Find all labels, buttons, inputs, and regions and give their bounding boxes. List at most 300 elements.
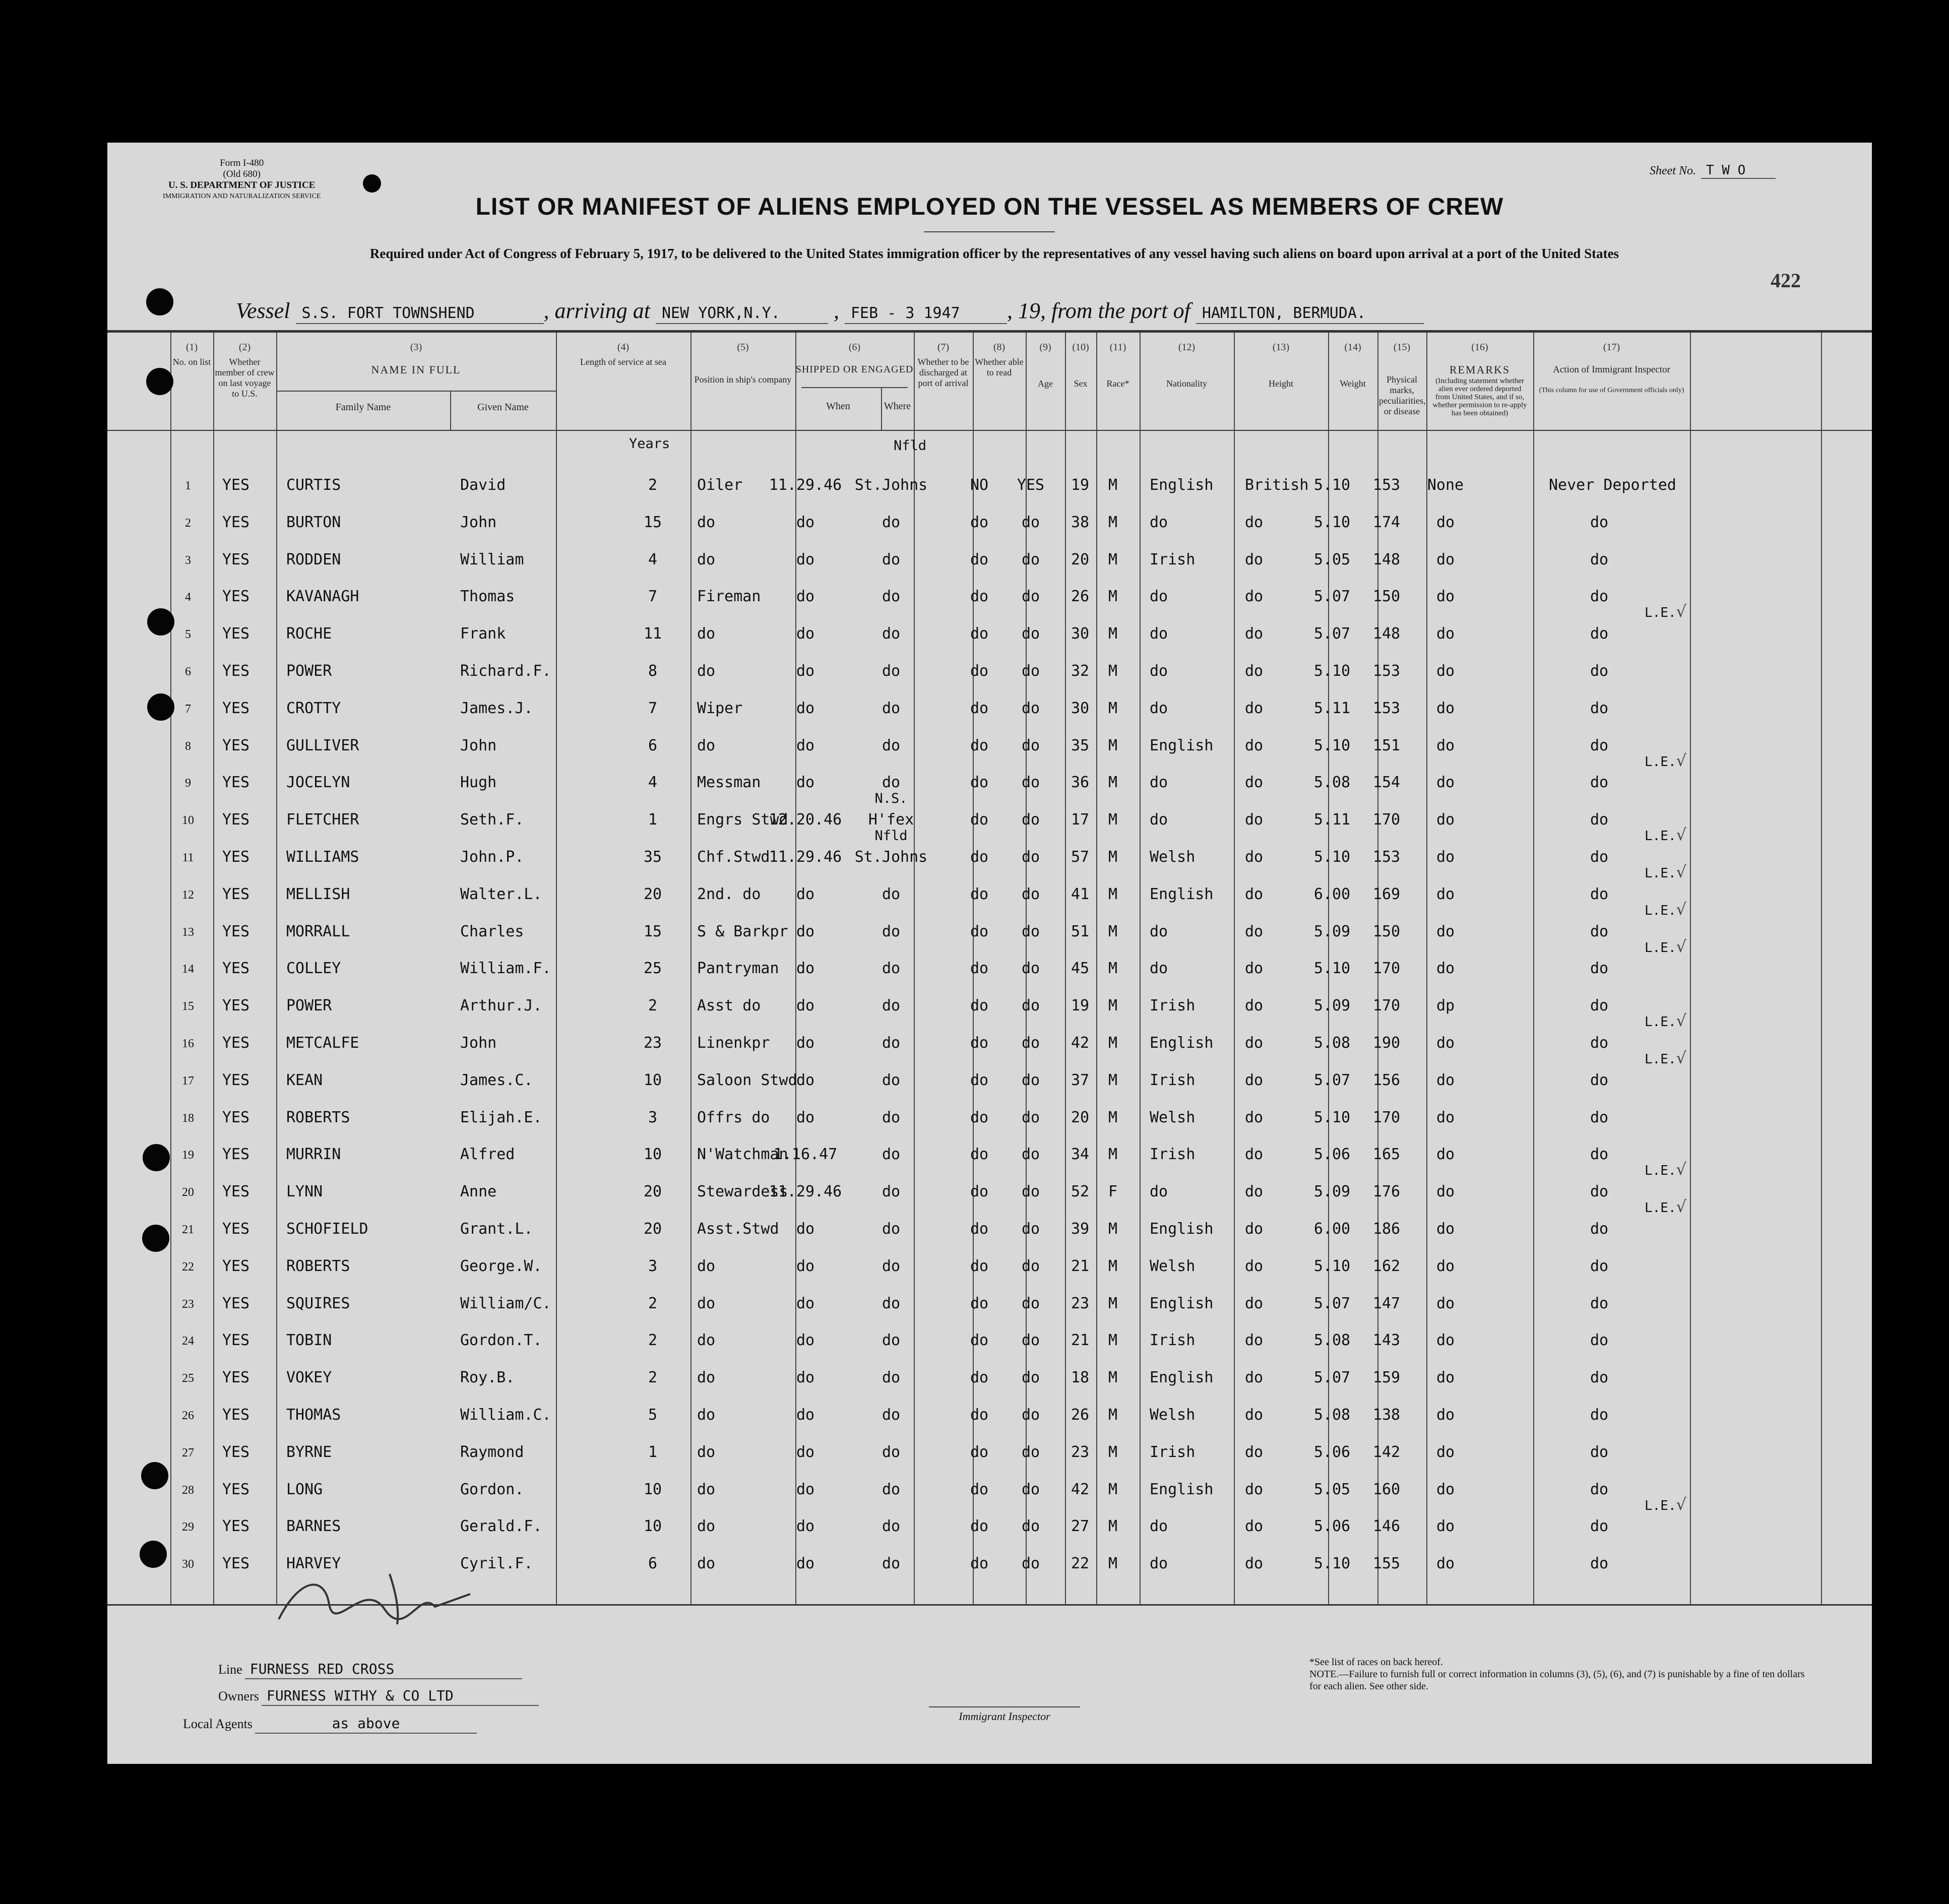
cell-disch: do <box>970 1108 989 1126</box>
cell-crew: YES <box>222 1220 250 1238</box>
column-number: (13) <box>1272 342 1290 353</box>
cell-height: 5.07 <box>1313 1369 1351 1387</box>
inspector-signature-line <box>929 1706 1080 1707</box>
column-divider <box>1690 333 1691 1604</box>
cell-service: 10 <box>643 1480 662 1498</box>
cell-given: Thomas <box>460 588 515 606</box>
cell-crew: YES <box>222 1480 250 1498</box>
sheet-number-value: T W O <box>1701 163 1776 179</box>
cell-when: do <box>796 550 815 568</box>
cell-family: VOKEY <box>286 1369 332 1387</box>
cell-position: do <box>697 1257 716 1275</box>
cell-crew: YES <box>222 1183 250 1201</box>
cell-weight: 160 <box>1372 1480 1401 1498</box>
cell-given: Seth.F. <box>460 811 524 829</box>
column-number: (4) <box>617 342 630 353</box>
cell-given: Frank <box>460 625 506 643</box>
cell-when: do <box>796 1480 815 1498</box>
cell-sex: M <box>1108 922 1118 940</box>
cell-marks: dp <box>1436 997 1455 1015</box>
column-number: (2) <box>238 342 251 353</box>
cell-read: do <box>1021 699 1040 717</box>
cell-where: do <box>882 1369 901 1387</box>
department-name: U. S. DEPARTMENT OF JUSTICE <box>168 180 316 191</box>
cell-no: 19 <box>182 1149 194 1162</box>
cell-disch: NO <box>970 476 989 494</box>
cell-nat: do <box>1245 1294 1264 1312</box>
cell-height: 5.07 <box>1313 625 1351 643</box>
cell-marks: do <box>1436 1294 1455 1312</box>
cell-marks: do <box>1436 736 1455 754</box>
cell-service: 7 <box>648 699 658 717</box>
cell-service: 4 <box>648 550 658 568</box>
cell-weight: 146 <box>1372 1517 1401 1536</box>
cell-read: do <box>1021 625 1040 643</box>
le-remark <box>1645 900 1686 919</box>
cell-marks: do <box>1436 811 1455 829</box>
le-remark-text: L.E. <box>1645 940 1676 956</box>
cell-where: do <box>882 1183 901 1201</box>
cell-service: 35 <box>643 848 662 866</box>
cell-disch: do <box>970 997 989 1015</box>
cell-read: do <box>1021 811 1040 829</box>
cell-race: English <box>1150 476 1214 494</box>
cell-no: 21 <box>182 1223 194 1236</box>
cell-nat: do <box>1245 1257 1264 1275</box>
cell-nat: do <box>1245 699 1264 717</box>
cell-family: GULLIVER <box>286 736 359 754</box>
owners-field <box>218 1687 539 1706</box>
cell-service: 2 <box>648 1369 658 1387</box>
cell-sex: M <box>1108 1331 1118 1350</box>
cell-remarks: do <box>1590 1480 1609 1498</box>
cell-family: BURTON <box>286 513 341 531</box>
cell-weight: 162 <box>1372 1257 1401 1275</box>
cell-nat: do <box>1245 550 1264 568</box>
le-remark <box>1645 825 1686 844</box>
cell-weight: 154 <box>1372 774 1401 792</box>
column-number: (10) <box>1072 342 1089 353</box>
cell-disch: do <box>970 1331 989 1350</box>
le-remark-text: L.E. <box>1645 1498 1676 1513</box>
cell-read: do <box>1021 736 1040 754</box>
cell-height: 5.10 <box>1313 848 1351 866</box>
cell-service: 6 <box>648 1555 658 1573</box>
cell-given: John <box>460 513 497 531</box>
cell-family: MURRIN <box>286 1146 341 1164</box>
cell-weight: 159 <box>1372 1369 1401 1387</box>
cell-remarks: do <box>1590 513 1609 531</box>
cell-height: 5.10 <box>1313 1257 1351 1275</box>
column-header-when: When <box>826 401 850 412</box>
cell-height: 5.10 <box>1313 476 1351 494</box>
cell-no: 30 <box>182 1558 194 1571</box>
cell-family: RODDEN <box>286 550 341 568</box>
cell-remarks: do <box>1590 1257 1609 1275</box>
le-remark <box>1645 602 1686 621</box>
le-remark-text: L.E. <box>1645 1052 1676 1067</box>
sheet-number-label: Sheet No. <box>1650 164 1696 177</box>
agents-value: as above <box>255 1715 477 1734</box>
cell-age: 42 <box>1071 1480 1090 1498</box>
vessel-label: Vessel <box>236 298 290 323</box>
cell-family: BYRNE <box>286 1443 332 1461</box>
cell-remarks: do <box>1590 1406 1609 1424</box>
cell-family: JOCELYN <box>286 774 350 792</box>
le-remark <box>1645 862 1686 881</box>
cell-service: 23 <box>643 1034 662 1052</box>
cell-age: 34 <box>1071 1146 1090 1164</box>
cell-age: 20 <box>1071 550 1090 568</box>
cell-read: do <box>1021 922 1040 940</box>
cell-race: do <box>1150 662 1168 680</box>
column-header-remarks-note: (Including statement whether alien ever ordered deported from United States, and if so, whether permission to re-apply has been obtained) <box>1432 377 1527 417</box>
cell-remarks: do <box>1590 1369 1609 1387</box>
cell-race: do <box>1150 1183 1168 1201</box>
column-header-name: NAME IN FULL <box>371 363 461 376</box>
cell-service: 2 <box>648 1331 658 1350</box>
cell-service: 25 <box>643 960 662 978</box>
column-header-inspector-note: (This column for use of Government officials only) <box>1539 387 1684 394</box>
cell-age: 26 <box>1071 1406 1090 1424</box>
cell-given: Roy.B. <box>460 1369 515 1387</box>
cell-crew: YES <box>222 1555 250 1573</box>
column-header: Physical marks, peculiarities, or disease <box>1379 374 1426 416</box>
cell-age: 51 <box>1071 922 1090 940</box>
cell-crew: YES <box>222 625 250 643</box>
cell-position: do <box>697 550 716 568</box>
cell-sex: M <box>1108 848 1118 866</box>
cell-when: do <box>796 1220 815 1238</box>
cell-where: do <box>882 1517 901 1536</box>
cell-given: William <box>460 550 524 568</box>
cell-weight: 156 <box>1372 1071 1401 1089</box>
cell-crew: YES <box>222 811 250 829</box>
shipped-divider <box>801 387 908 388</box>
handwritten-signature <box>269 1559 500 1634</box>
cell-sex: M <box>1108 476 1118 494</box>
line-label: Line <box>218 1662 242 1677</box>
cell-where: do <box>882 1220 901 1238</box>
cell-race: Irish <box>1150 1443 1196 1461</box>
separator: , <box>833 298 839 323</box>
cell-remarks: do <box>1590 588 1609 606</box>
cell-position: Saloon Stwd <box>697 1071 797 1089</box>
cell-sex: M <box>1108 699 1118 717</box>
column-divider <box>556 333 557 1604</box>
cell-read: do <box>1021 1146 1040 1164</box>
cell-service: 20 <box>643 1220 662 1238</box>
cell-height: 5.10 <box>1313 1555 1351 1573</box>
cell-when: do <box>796 1257 815 1275</box>
cell-sex: M <box>1108 588 1118 606</box>
footer-notes <box>1309 1656 1813 1692</box>
cell-race: Irish <box>1150 1331 1196 1350</box>
cell-given: Richard.F. <box>460 662 551 680</box>
cell-read: do <box>1021 550 1040 568</box>
cell-crew: YES <box>222 848 250 866</box>
column-number: (1) <box>185 342 198 353</box>
cell-when: do <box>796 1443 815 1461</box>
cell-where: do <box>882 1071 901 1089</box>
column-header: Age <box>1038 378 1053 389</box>
cell-crew: YES <box>222 1331 250 1350</box>
cell-given: Elijah.E. <box>460 1108 542 1126</box>
cell-age: 37 <box>1071 1071 1090 1089</box>
cell-no: 24 <box>182 1335 194 1348</box>
column-number: (17) <box>1603 342 1620 353</box>
cell-when: do <box>796 1555 815 1573</box>
cell-given: George.W. <box>460 1257 542 1275</box>
manifest-sheet <box>107 143 1872 1764</box>
check-mark-icon: √ <box>1676 1011 1687 1031</box>
departure-port: HAMILTON, BERMUDA. <box>1196 304 1424 324</box>
cell-disch: do <box>970 736 989 754</box>
cell-age: 21 <box>1071 1331 1090 1350</box>
column-header: Weight <box>1340 378 1366 389</box>
cell-sex: M <box>1108 1406 1118 1424</box>
cell-sex: M <box>1108 774 1118 792</box>
cell-sex: M <box>1108 1369 1118 1387</box>
cell-marks: do <box>1436 1331 1455 1350</box>
vessel-name: S.S. FORT TOWNSHEND <box>296 304 544 324</box>
cell-read: do <box>1021 1517 1040 1536</box>
cell-race: English <box>1150 736 1214 754</box>
cell-crew: YES <box>222 699 250 717</box>
service-name: IMMIGRATION AND NATURALIZATION SERVICE <box>163 193 321 200</box>
cell-nat: do <box>1245 662 1264 680</box>
le-remark-text: L.E. <box>1645 754 1676 770</box>
cell-given: James.C. <box>460 1071 533 1089</box>
cell-disch: do <box>970 774 989 792</box>
cell-disch: do <box>970 1369 989 1387</box>
cell-sex: M <box>1108 1257 1118 1275</box>
cell-family: ROCHE <box>286 625 332 643</box>
cell-disch: do <box>970 1183 989 1201</box>
cell-when: do <box>796 1294 815 1312</box>
check-mark-icon: √ <box>1676 936 1687 956</box>
cell-marks: do <box>1436 1257 1455 1275</box>
cell-when: do <box>796 922 815 940</box>
cell-family: LONG <box>286 1480 323 1498</box>
cell-remarks: do <box>1590 1071 1609 1089</box>
cell-age: 19 <box>1071 476 1090 494</box>
cell-when: do <box>796 1369 815 1387</box>
cell-marks: do <box>1436 1146 1455 1164</box>
cell-race: do <box>1150 960 1168 978</box>
cell-remarks: do <box>1590 1443 1609 1461</box>
cell-race: Welsh <box>1150 1406 1196 1424</box>
column-header: Whether to be discharged at port of arrival <box>917 357 969 388</box>
check-mark-icon: √ <box>1676 750 1687 770</box>
cell-marks: do <box>1436 1555 1455 1573</box>
cell-given: Arthur.J. <box>460 997 542 1015</box>
cell-given: William.C. <box>460 1406 551 1424</box>
column-header: No. on list <box>172 357 211 367</box>
cell-remarks: do <box>1590 699 1609 717</box>
cell-race: Irish <box>1150 550 1196 568</box>
cell-position: Messman <box>697 774 761 792</box>
title-underline <box>924 231 1055 232</box>
punch-hole <box>147 608 174 636</box>
cell-when: do <box>796 1331 815 1350</box>
cell-service: 11 <box>643 625 662 643</box>
cell-given: Cyril.F. <box>460 1555 533 1573</box>
cell-service: 7 <box>648 588 658 606</box>
check-mark-icon: √ <box>1676 1197 1687 1217</box>
column-number: (3) <box>410 342 422 353</box>
cell-service: 1 <box>648 1443 658 1461</box>
cell-sex: F <box>1108 1183 1118 1201</box>
years-label: Years <box>629 436 670 452</box>
column-number: (15) <box>1393 342 1411 353</box>
cell-age: 39 <box>1071 1220 1090 1238</box>
cell-family: FLETCHER <box>286 811 359 829</box>
cell-sex: M <box>1108 1034 1118 1052</box>
cell-race: do <box>1150 1517 1168 1536</box>
column-number: (5) <box>737 342 749 353</box>
punch-hole <box>143 1144 170 1171</box>
cell-position: Engrs Stwd <box>697 811 788 829</box>
column-header: Race* <box>1106 378 1129 389</box>
cell-race: English <box>1150 1369 1214 1387</box>
cell-remarks: do <box>1590 1331 1609 1350</box>
cell-no: 29 <box>182 1520 194 1534</box>
cell-family: CURTIS <box>286 476 341 494</box>
cell-position: Oiler <box>697 476 743 494</box>
owners-label: Owners <box>218 1689 259 1703</box>
cell-weight: 148 <box>1372 550 1401 568</box>
cell-weight: 174 <box>1372 513 1401 531</box>
cell-position: do <box>697 1406 716 1424</box>
cell-given: William/C. <box>460 1294 551 1312</box>
cell-disch: do <box>970 513 989 531</box>
column-number: (11) <box>1109 342 1126 353</box>
cell-service: 3 <box>648 1257 658 1275</box>
cell-crew: YES <box>222 885 250 903</box>
cell-remarks: do <box>1590 662 1609 680</box>
cell-age: 38 <box>1071 513 1090 531</box>
cell-family: CROTTY <box>286 699 341 717</box>
cell-crew: YES <box>222 960 250 978</box>
cell-position: do <box>697 736 716 754</box>
le-remark-text: L.E. <box>1645 1200 1676 1216</box>
punch-hole <box>141 1462 168 1489</box>
name-divider <box>276 391 556 392</box>
cell-marks: do <box>1436 1071 1455 1089</box>
cell-remarks: do <box>1590 1294 1609 1312</box>
cell-disch: do <box>970 1294 989 1312</box>
column-number: (9) <box>1039 342 1051 353</box>
check-mark-icon: √ <box>1676 602 1687 621</box>
cell-given: William.F. <box>460 960 551 978</box>
cell-family: POWER <box>286 662 332 680</box>
cell-crew: YES <box>222 1406 250 1424</box>
cell-nat: do <box>1245 1183 1264 1201</box>
cell-when: do <box>796 1071 815 1089</box>
cell-marks: do <box>1436 625 1455 643</box>
cell-marks: do <box>1436 699 1455 717</box>
cell-nat: do <box>1245 588 1264 606</box>
cell-no: 25 <box>182 1372 194 1385</box>
cell-service: 15 <box>643 513 662 531</box>
cell-read: do <box>1021 774 1040 792</box>
cell-read: do <box>1021 1071 1040 1089</box>
form-old-number: (Old 680) <box>223 169 261 179</box>
punch-hole <box>142 1225 169 1252</box>
cell-nat: do <box>1245 1555 1264 1573</box>
column-header: Whether able to read <box>975 357 1024 377</box>
races-note: *See list of races on back hereof. <box>1309 1657 1443 1668</box>
cell-age: 57 <box>1071 848 1090 866</box>
cell-weight: 153 <box>1372 476 1401 494</box>
cell-service: 10 <box>643 1517 662 1536</box>
cell-nat: do <box>1245 1406 1264 1424</box>
column-header: Position in ship's company <box>694 374 792 385</box>
check-mark-icon: √ <box>1676 1494 1687 1514</box>
cell-no: 22 <box>182 1260 194 1274</box>
cell-age: 27 <box>1071 1517 1090 1536</box>
cell-when: do <box>796 1406 815 1424</box>
cell-where: do <box>882 1146 901 1164</box>
cell-marks: do <box>1436 960 1455 978</box>
arrival-port: NEW YORK,N.Y. <box>656 304 828 324</box>
cell-nat: do <box>1245 1443 1264 1461</box>
cell-read: do <box>1021 1480 1040 1498</box>
cell-remarks: do <box>1590 960 1609 978</box>
cell-marks: None <box>1427 476 1464 494</box>
cell-position: do <box>697 1555 716 1573</box>
cell-nat: do <box>1245 1034 1264 1052</box>
cell-nat: do <box>1245 1108 1264 1126</box>
cell-height: 5.05 <box>1313 550 1351 568</box>
owners-value: FURNESS WITHY & CO LTD <box>262 1687 539 1706</box>
cell-marks: do <box>1436 662 1455 680</box>
cell-no: 14 <box>182 963 194 976</box>
cell-family: TOBIN <box>286 1331 332 1350</box>
cell-height: 5.08 <box>1313 774 1351 792</box>
cell-service: 2 <box>648 997 658 1015</box>
cell-no: 7 <box>185 702 191 716</box>
cell-height: 6.00 <box>1313 1220 1351 1238</box>
cell-age: 30 <box>1071 699 1090 717</box>
cell-where: do <box>882 513 901 531</box>
cell-crew: YES <box>222 1071 250 1089</box>
cell-read: do <box>1021 1108 1040 1126</box>
cell-position: Stewardess <box>697 1183 788 1201</box>
cell-sex: M <box>1108 736 1118 754</box>
le-remark <box>1645 1160 1686 1179</box>
cell-when: 11.29.46 <box>769 476 842 494</box>
cell-height: 5.10 <box>1313 960 1351 978</box>
cell-sex: M <box>1108 960 1118 978</box>
cell-service: 3 <box>648 1108 658 1126</box>
cell-when: do <box>796 960 815 978</box>
cell-weight: 170 <box>1372 997 1401 1015</box>
cell-height: 5.10 <box>1313 513 1351 531</box>
cell-age: 23 <box>1071 1443 1090 1461</box>
cell-race: do <box>1150 811 1168 829</box>
cell-family: BARNES <box>286 1517 341 1536</box>
cell-weight: 170 <box>1372 1108 1401 1126</box>
cell-age: 30 <box>1071 625 1090 643</box>
check-mark-icon: √ <box>1676 825 1687 845</box>
cell-disch: do <box>970 662 989 680</box>
cell-nat: do <box>1245 1480 1264 1498</box>
cell-no: 9 <box>185 777 191 790</box>
cell-race: Irish <box>1150 1071 1196 1089</box>
cell-position: do <box>697 513 716 531</box>
